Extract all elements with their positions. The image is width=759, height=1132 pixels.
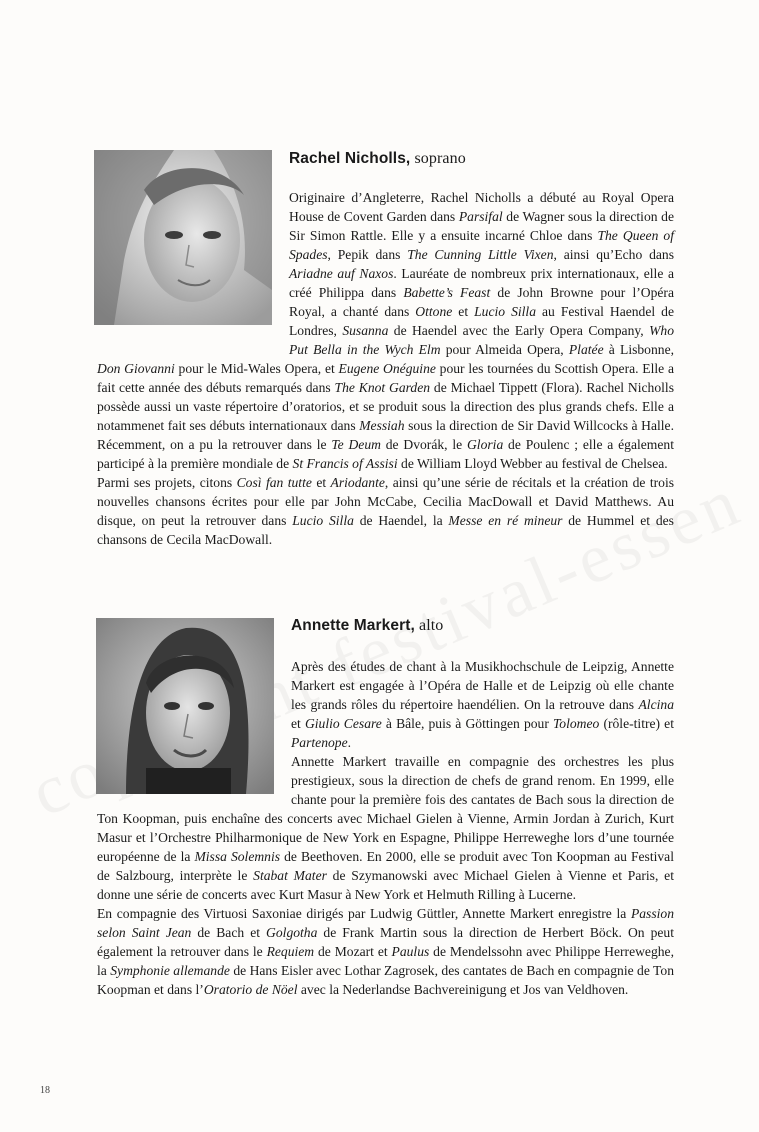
italic-title: Tolomeo	[552, 716, 600, 731]
text-run: de Szymanowski avec Michael Gielen à Vienne et Paris, et donne une série de concerts avec Kurt Masur à New York et Helmuth Rilling à Lucerne.	[97, 868, 674, 902]
italic-title: St Francis of Assisi	[292, 456, 398, 471]
italic-title: The Cunning Little Vixen	[407, 247, 554, 262]
italic-title: Eugene Onéguine	[338, 361, 436, 376]
text-run: de Michael Tippett (Flora). Rachel Nicholls possède aussi un vaste répertoire d’oratorios, et se produit sous la direction des plus grands chefs. Elle a notammenet fait ses débuts internationaux dans	[97, 380, 674, 433]
italic-title: The Queen of Spades	[289, 228, 674, 262]
italic-title: Messe en ré mineur	[448, 513, 563, 528]
text-run: Parmi ses projets, citons	[97, 475, 237, 490]
italic-title: Missa Solemnis	[194, 849, 281, 864]
italic-title: Ariadne auf Naxos	[289, 266, 394, 281]
text-run: pour les tournées du Scottish Opera. Elle a fait cette année des débuts remarqués dans	[97, 361, 674, 395]
text-run: de John Browne pour l’Opéra Royal, a chanté dans	[289, 285, 674, 319]
italic-title: Giulio Cesare	[304, 716, 382, 731]
text-run: de Hummel et des chansons de Cecila MacDowall.	[97, 513, 674, 547]
bio-paragraph	[97, 473, 674, 549]
text-run: de Bach et	[191, 925, 267, 940]
text-run: . Lauréate de nombreux prix internationaux, elle a créé Philippa dans	[289, 266, 674, 300]
italic-title: Così fan tutte	[236, 475, 312, 490]
italic-title: Ariodante	[330, 475, 385, 490]
text-run: , ainsi qu’une série de récitals et la création de trois nouvelles chansons écrites pour elle par John McCabe, Cecilia MacDowall et David Matthews. Au disque, on peut la retrouver dans	[97, 475, 675, 528]
italic-title: Messiah	[359, 418, 405, 433]
italic-title: Lucio Silla	[474, 304, 536, 319]
text-run: à Lisbonne,	[603, 342, 675, 357]
text-run: de Haendel, la	[353, 513, 449, 528]
artist-bio-2	[97, 657, 674, 999]
italic-title: Babette’s Feast	[403, 285, 491, 300]
italic-title: Golgotha	[266, 925, 318, 940]
artist-bio-1	[97, 188, 674, 549]
artist-voice: alto	[414, 617, 444, 634]
text-run: et	[311, 475, 331, 490]
italic-title: Te Deum	[331, 437, 381, 452]
artist-name: Annette Markert,	[291, 617, 415, 634]
italic-title: Platée	[568, 342, 604, 357]
italic-title: Oratorio de Nöel	[203, 982, 298, 997]
text-run: à Bâle, puis à Göttingen pour	[381, 716, 553, 731]
italic-title: Passion selon Saint Jean	[97, 906, 674, 940]
text-run: Après des études de chant à la Musikhochschule de Leipzig, Annette Markert est engagée à l’Opéra de Halle et de Leipzig où elle chante les grands rôles du répertoire haendélien. On la retrouve dans	[291, 659, 674, 712]
text-run: , ainsi qu’Echo dans	[553, 247, 674, 262]
artist-heading-2	[291, 617, 443, 635]
text-run: pour le Mid-Wales Opera, et	[174, 361, 339, 376]
artist-voice: soprano	[410, 150, 466, 167]
text-run: de Beethoven. En 2000, elle se produit avec Ton Koopman au Festival de Salzbourg, interprète le	[97, 849, 674, 883]
text-run: , Pepik dans	[327, 247, 408, 262]
text-run: sous la direction de Sir David Willcocks à Halle. Récemment, on a pu la retrouver dans le	[97, 418, 674, 452]
text-run: au Festival Haendel de Londres,	[289, 304, 674, 338]
italic-title: Partenope	[291, 735, 348, 750]
artist-name: Rachel Nicholls,	[289, 150, 411, 167]
text-run: En compagnie des Virtuosi Saxoniae dirigés par Ludwig Güttler, Annette Markert enregistre la	[97, 906, 631, 921]
italic-title: The Knot Garden	[334, 380, 431, 395]
text-run: de Wagner sous la direction de Sir Simon Rattle. Elle y a ensuite incarné Chloe dans	[289, 209, 674, 243]
text-run: et	[291, 716, 305, 731]
italic-title: Stabat Mater	[253, 868, 327, 883]
text-run: de Mendelssohn avec Philippe Herreweghe, la	[97, 944, 674, 978]
italic-title: Don Giovanni	[97, 361, 175, 376]
italic-title: Requiem	[266, 944, 315, 959]
text-run: de Poulenc ; elle a également participé à la première mondiale de	[97, 437, 674, 471]
text-run: de Frank Martin sous la direction de Herbert Böck. On peut également la retrouver dans le	[97, 925, 674, 959]
italic-title: Symphonie allemande	[110, 963, 230, 978]
italic-title: Paulus	[391, 944, 430, 959]
text-run: .	[347, 735, 352, 750]
italic-title: Who Put Bella in the Wych Elm	[289, 323, 674, 357]
text-run: de Mozart et	[314, 944, 392, 959]
text-run: avec la Nederlandse Bachvereinigung et Jos van Veldhoven.	[297, 982, 629, 997]
text-run: de Hans Eisler avec Lothar Zagrosek, des cantates de Bach en compagnie de Ton Koopman et dans l’	[97, 963, 674, 997]
italic-title: Ottone	[415, 304, 453, 319]
page-number: 18	[40, 1085, 50, 1096]
italic-title: Gloria	[466, 437, 504, 452]
text-run: (rôle-titre) et	[599, 716, 674, 731]
text-run: de Dvorák, le	[380, 437, 467, 452]
artist-heading-1	[289, 150, 466, 168]
text-run: de Haendel avec the Early Opera Company,	[388, 323, 650, 338]
italic-title: Lucio Silla	[292, 513, 354, 528]
text-run: Annette Markert travaille en compagnie des orchestres les plus prestigieux, sous la direction de chefs de grand renom. En 1999, elle chante pour la première fois des cantates de Bach sous la direction de Ton Koopman, puis enchaîne des concerts avec Michael Gielen à Vienne, Armin Jordan à Zurich, Kurt Masur et l’Orchestre Philharmonique de New York en Espagne, Philippe Herreweghe lors d’une tournée européenne de la	[97, 754, 674, 864]
italic-title: Susanna	[342, 323, 389, 338]
italic-title: Parsifal	[458, 209, 503, 224]
text-run: Originaire d’Angleterre, Rachel Nicholls a débuté au Royal Opera House de Covent Garden dans	[289, 190, 674, 224]
text-run: de William Lloyd Webber au festival de Chelsea.	[397, 456, 668, 471]
text-run: et	[452, 304, 475, 319]
bio-paragraph	[97, 904, 674, 999]
text-run: pour Almeida Opera,	[440, 342, 569, 357]
italic-title: Alcina	[638, 697, 674, 712]
